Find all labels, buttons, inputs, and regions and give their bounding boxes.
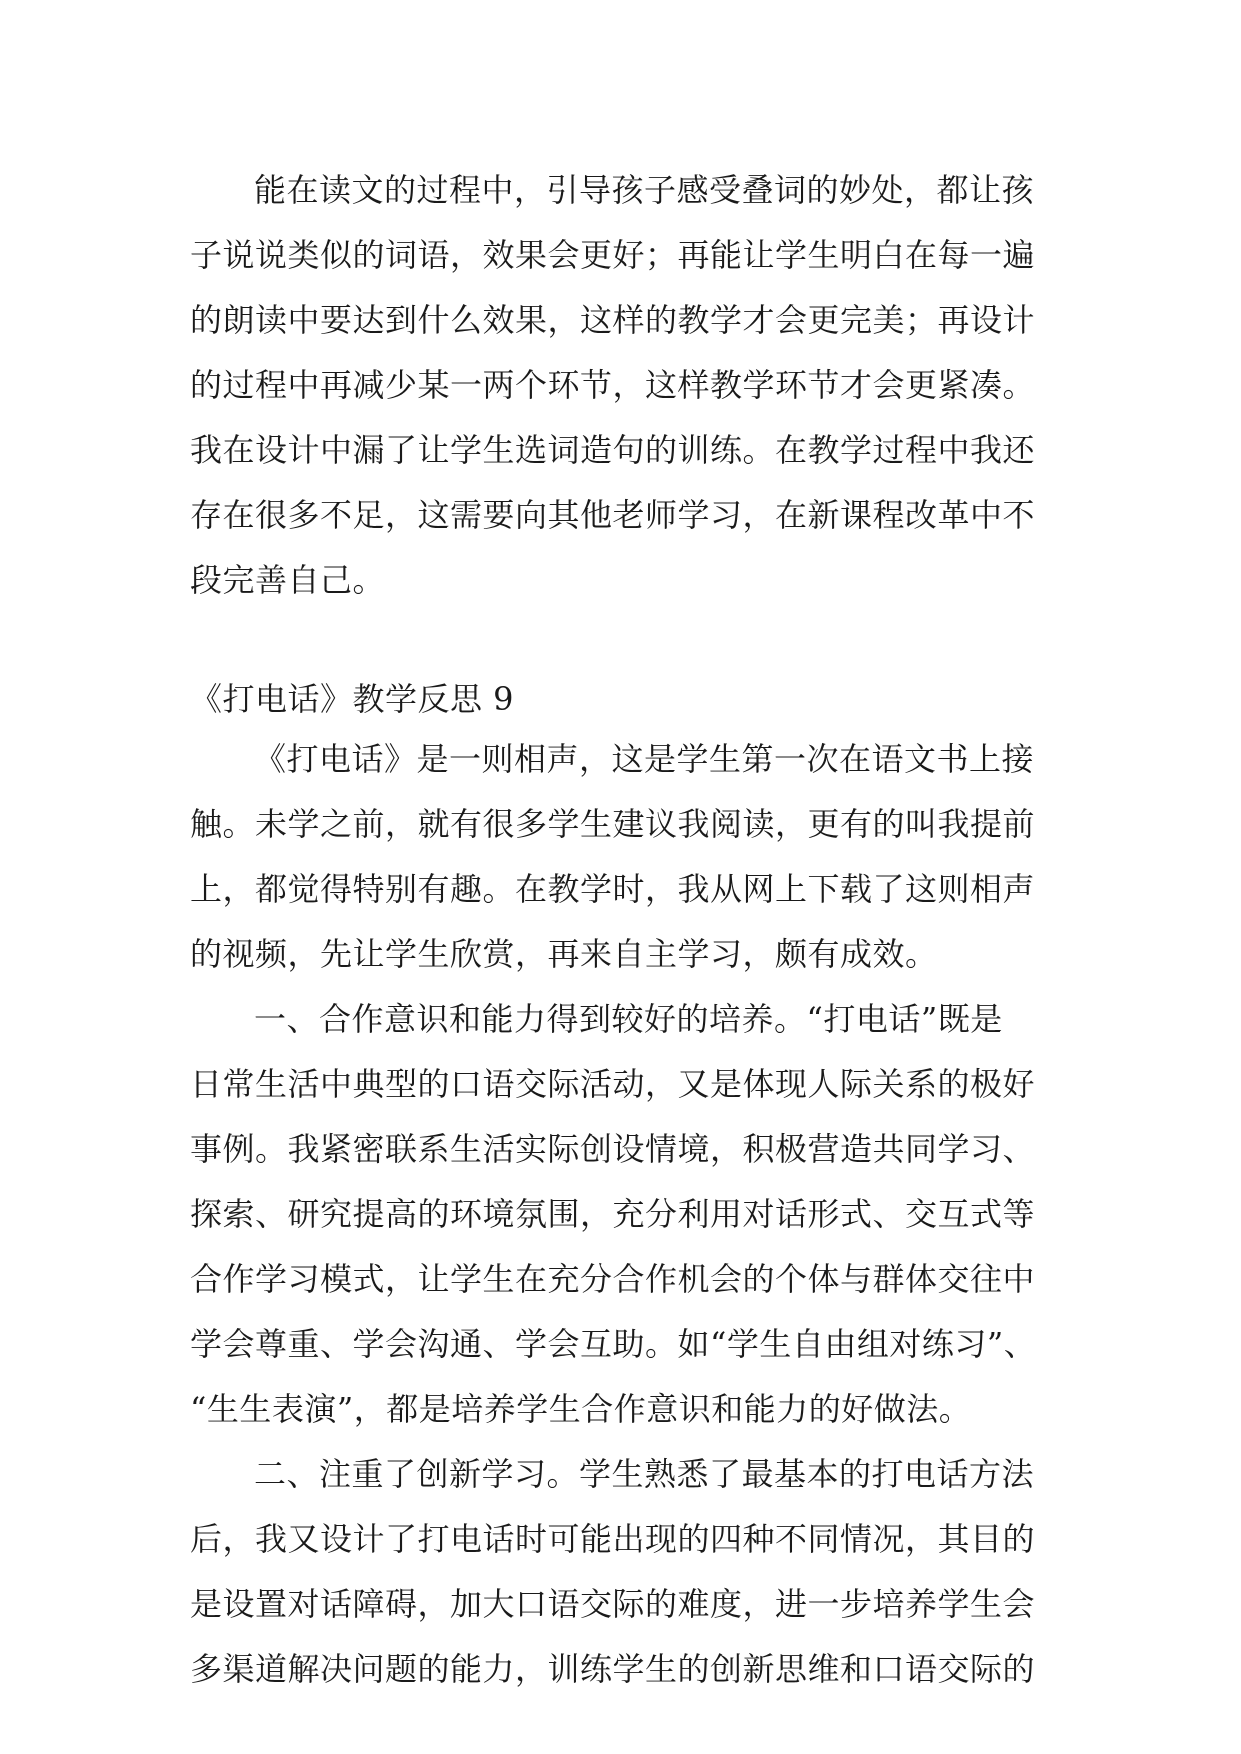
text-line: 《打电话》是一则相声，这是学生第一次在语文书上接 xyxy=(254,740,1035,778)
text-line: 事例。我紧密联系生活实际创设情境，积极营造共同学习、 xyxy=(190,1130,1036,1168)
text-line: 触。未学之前，就有很多学生建议我阅读，更有的叫我提前 xyxy=(190,805,1036,843)
section-spacer xyxy=(190,613,1070,671)
paragraph-1 xyxy=(190,158,1070,613)
text-line: 一、合作意识和能力得到较好的培养。“打电话”既是 xyxy=(254,1000,1003,1038)
text-line: 多渠道解决问题的能力，训练学生的创新思维和口语交际的 xyxy=(190,1650,1036,1688)
paragraph-2 xyxy=(190,727,1070,987)
paragraph-3 xyxy=(190,987,1070,1442)
text-line: 能在读文的过程中，引导孩子感受叠词的妙处，都让孩 xyxy=(254,171,1035,209)
text-line: 的过程中再减少某一两个环节，这样教学环节才会更紧凑。 xyxy=(190,366,1036,404)
text-line: 段完善自己。 xyxy=(190,561,386,599)
text-line: 学会尊重、学会沟通、学会互助。如“学生自由组对练习”、 xyxy=(190,1325,1037,1363)
text-line: 上，都觉得特别有趣。在教学时，我从网上下载了这则相声 xyxy=(190,870,1036,908)
paragraph-4 xyxy=(190,1442,1070,1702)
text-line: 我在设计中漏了让学生选词造句的训练。在教学过程中我还 xyxy=(190,431,1036,469)
text-line: 子说说类似的词语，效果会更好；再能让学生明白在每一遍 xyxy=(190,236,1036,274)
text-line: 探索、研究提高的环境氛围，充分利用对话形式、交互式等 xyxy=(190,1195,1036,1233)
text-line: “生生表演”，都是培养学生合作意识和能力的好做法。 xyxy=(190,1390,972,1428)
text-line: 的朗读中要达到什么效果，这样的教学才会更完美；再设计 xyxy=(190,301,1036,339)
text-line: 是设置对话障碍，加大口语交际的难度，进一步培养学生会 xyxy=(190,1585,1036,1623)
document-body xyxy=(190,158,1070,1702)
text-line: 的视频，先让学生欣赏，再来自主学习，颇有成效。 xyxy=(190,935,938,973)
text-line: 存在很多不足，这需要向其他老师学习，在新课程改革中不 xyxy=(190,496,1036,534)
text-line: 日常生活中典型的口语交际活动，又是体现人际关系的极好 xyxy=(190,1065,1036,1103)
text-line: 后，我又设计了打电话时可能出现的四种不同情况，其目的 xyxy=(190,1520,1036,1558)
section-heading: 《打电话》教学反思 9 xyxy=(190,680,515,718)
text-line: 二、注重了创新学习。学生熟悉了最基本的打电话方法 xyxy=(254,1455,1035,1493)
text-line: 合作学习模式，让学生在充分合作机会的个体与群体交往中 xyxy=(190,1260,1036,1298)
